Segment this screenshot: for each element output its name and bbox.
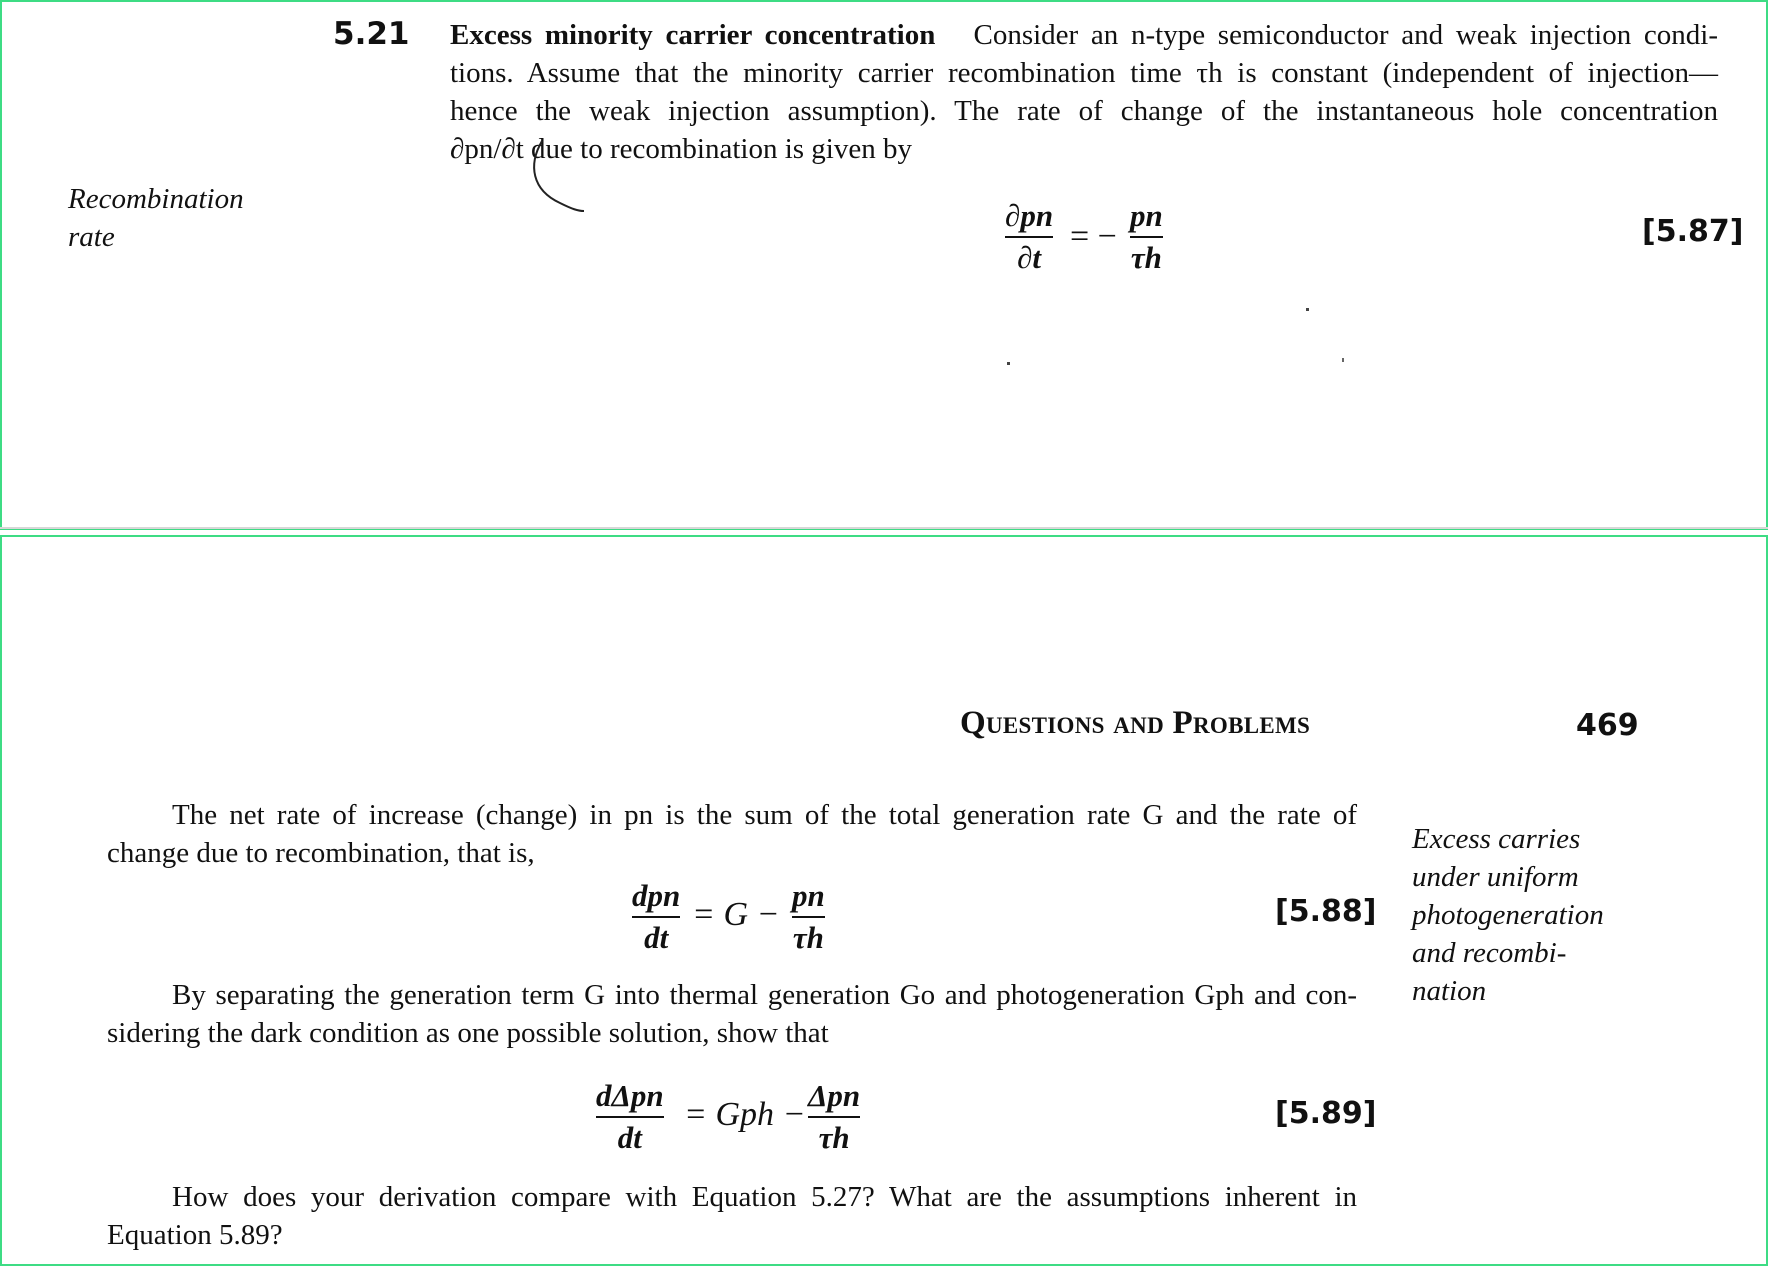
margin-note-line-3: photogeneration [1412, 899, 1604, 931]
eq87-rhs-bar [1130, 236, 1163, 238]
eq88-number: [5.88] [1275, 894, 1377, 929]
page-divider [0, 527, 1768, 529]
para2-line-2: sidering the dark condition as one possible solution, show that [107, 1017, 829, 1049]
eq88-mid: = G − [692, 896, 780, 933]
page-number: 469 [1576, 708, 1639, 743]
margin-note-line-4: and recombi- [1412, 937, 1567, 969]
eq88-lhs-num: dpn [632, 878, 681, 913]
eq89-rhs-num: Δpn [808, 1078, 861, 1113]
eq88-rhs-bar [792, 916, 825, 918]
eq89-number: [5.89] [1275, 1096, 1377, 1131]
paragraph-3 [107, 1178, 1357, 1254]
eq88-rhs-fraction [792, 878, 825, 956]
para1-line-2: change due to recombination, that is, [107, 837, 535, 869]
para3-line-2: Equation 5.89? [107, 1219, 283, 1251]
problem-title: Excess minority carrier concentration [450, 19, 936, 51]
eq89-rhs-bar [808, 1116, 860, 1118]
paragraph-line-1-text: Consider an n-type semiconductor and weak injection condi- [973, 19, 1718, 51]
problem-paragraph [450, 16, 1718, 168]
eq89-rhs-fraction [808, 1078, 860, 1156]
eq87-rhs-den: τh [1130, 240, 1162, 275]
running-head: Questions and Problems [960, 705, 1311, 741]
eq87-lhs-bar [1005, 236, 1053, 238]
margin-note-recombination [68, 180, 244, 256]
eq89-lhs-den: dt [617, 1120, 642, 1155]
paragraph-line-2: tions. Assume that the minority carrier recombination time τh is constant (independent of injection— [450, 57, 1718, 89]
eq88-lhs-bar [632, 916, 680, 918]
eq87-lhs-num: ∂pn [1005, 198, 1054, 233]
scan-speck [1342, 358, 1344, 362]
margin-note-line-2: rate [68, 221, 115, 253]
paragraph-2 [107, 976, 1357, 1052]
eq87-rhs-num: pn [1130, 198, 1163, 233]
para3-line-1: How does your derivation compare with Equation 5.27? What are the assumptions inherent in [172, 1181, 1357, 1213]
pen-mark [520, 135, 590, 220]
margin-note-line-5: nation [1412, 975, 1487, 1007]
eq87-lhs-den: ∂t [1017, 240, 1041, 275]
eq87-rhs-fraction [1130, 198, 1163, 276]
scan-speck [1306, 308, 1309, 311]
eq89-lhs-bar [596, 1116, 664, 1118]
problem-number: 5.21 [333, 16, 410, 52]
eq88-lhs-den: dt [644, 920, 669, 955]
eq89-rhs-den: τh [818, 1120, 850, 1155]
eq87-number: [5.87] [1642, 214, 1744, 249]
paragraph-line-1 [450, 16, 1718, 54]
eq88-rhs-num: pn [792, 878, 825, 913]
eq87-equals: = − [1070, 218, 1117, 255]
eq89-lhs-fraction [596, 1078, 664, 1156]
para1-line-1: The net rate of increase (change) in pn is the sum of the total generation rate G and the rate of [172, 799, 1357, 831]
margin-note-line-1: Excess carries [1412, 823, 1581, 855]
margin-note-excess-carriers [1412, 820, 1604, 1010]
eq88-rhs-den: τh [792, 920, 824, 955]
eq88-lhs-fraction [632, 878, 680, 956]
eq87-lhs-fraction [1005, 198, 1053, 276]
paragraph-1 [107, 796, 1357, 872]
margin-note-line-1: Recombination [68, 183, 244, 215]
margin-note-line-2: under uniform [1412, 861, 1579, 893]
paragraph-line-3: hence the weak injection assumption). The rate of change of the instantaneous hole concentration [450, 95, 1718, 127]
para2-line-1: By separating the generation term G into thermal generation Go and photogeneration Gph and con- [172, 979, 1357, 1011]
scan-speck [1007, 362, 1010, 365]
eq89-lhs-num: dΔpn [596, 1078, 664, 1113]
eq89-mid: = Gph − [684, 1096, 806, 1133]
paragraph-line-4: ∂pn/∂t due to recombination is given by [450, 133, 912, 165]
